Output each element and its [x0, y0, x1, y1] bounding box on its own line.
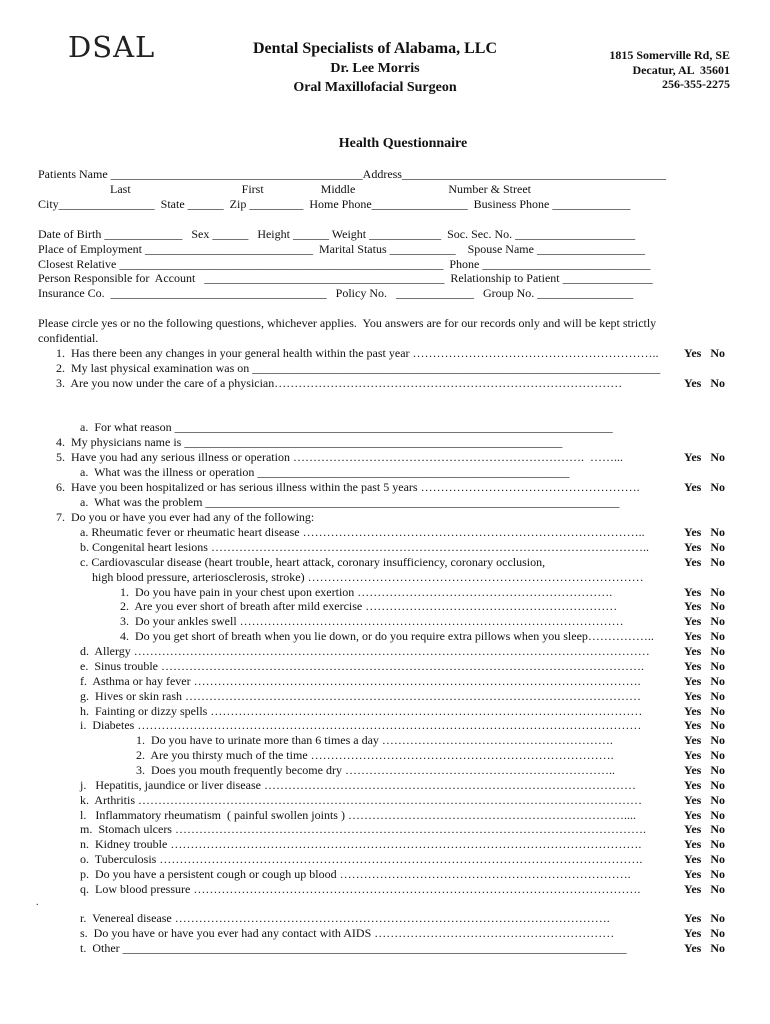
question-7c1: 1. Do you have pain in your chest upon exertion ……………………………………………………….	[120, 585, 613, 599]
yes-no-q7s[interactable]: Yes No	[684, 926, 725, 940]
yes-no-q7m[interactable]: Yes No	[684, 822, 725, 836]
question-7: 7. Do you or have you ever had any of the following:	[56, 510, 315, 524]
question-7g: g. Hives or skin rash ……………………………………………………………………………………………………	[80, 689, 641, 703]
yes-no-q7c4[interactable]: Yes No	[684, 629, 725, 643]
yes-no-q7e[interactable]: Yes No	[684, 659, 725, 673]
yes-no-q7c1[interactable]: Yes No	[684, 585, 725, 599]
question-7a: a. Rheumatic fever or rheumatic heart disease …………………………………………………………………………..	[80, 525, 645, 539]
practice-logo: DSAL	[68, 30, 156, 64]
yes-no-q7c2[interactable]: Yes No	[684, 599, 725, 613]
yes-no-q6[interactable]: Yes No	[684, 480, 725, 494]
question-7i: i. Diabetes ………………………………………………………………………………………………………………	[80, 718, 642, 732]
question-7s: s. Do you have or have you ever had any contact with AIDS ……………………………………………………	[80, 926, 615, 940]
yes-no-q7q[interactable]: Yes No	[684, 882, 725, 896]
question-7i1: 1. Do you have to urinate more than 6 times a day ………………………………………………….	[136, 733, 613, 747]
yes-no-q1[interactable]: Yes No	[684, 346, 725, 360]
form-title: Health Questionnaire	[338, 136, 468, 151]
yes-no-q5[interactable]: Yes No	[684, 450, 725, 464]
question-7i2: 2. Are you thirsty much of the time ………………………………………………………………….	[136, 748, 614, 762]
question-7r: r. Venereal disease ……………………………………………………………………………………………….	[80, 911, 610, 925]
yes-no-q7a[interactable]: Yes No	[684, 525, 725, 539]
yes-no-q7c[interactable]: Yes No	[684, 555, 725, 569]
yes-no-q7o[interactable]: Yes No	[684, 852, 725, 866]
question-2[interactable]: 2. My last physical examination was on ____________________________________________________________________	[56, 361, 661, 375]
address-street: 1815 Somerville Rd, SE	[609, 48, 730, 62]
question-7q: q. Low blood pressure ………………………………………………………………………………………………….	[80, 882, 641, 896]
yes-no-q7n[interactable]: Yes No	[684, 837, 725, 851]
yes-no-q7t[interactable]: Yes No	[684, 941, 725, 955]
question-7c3: 3. Do your ankles swell ……………………………………………………………………………………	[120, 614, 624, 628]
yes-no-q7p[interactable]: Yes No	[684, 867, 725, 881]
question-7n: n. Kidney trouble ……………………………………………………………………………………………………….	[80, 837, 642, 851]
question-7d: d. Allergy …………………………………………………………………………………………………………………	[80, 644, 650, 658]
question-7p: p. Do you have a persistent cough or cough up blood ……………………………………………………………….	[80, 867, 631, 881]
practice-name: Dental Specialists of Alabama, LLC	[252, 40, 497, 57]
yes-no-q3[interactable]: Yes No	[684, 376, 725, 390]
question-7o: o. Tuberculosis ………………………………………………………………………………………………………….	[80, 852, 643, 866]
yes-no-q7l[interactable]: Yes No	[684, 808, 725, 822]
yes-no-q7g[interactable]: Yes No	[684, 689, 725, 703]
question-7i3: 3. Does you mouth frequently become dry …………………………………………………………..	[136, 763, 615, 777]
stray-mark: .	[36, 897, 39, 908]
question-7f: f. Asthma or hay fever ………………………………………………………………………………………………….	[80, 674, 641, 688]
yes-no-q7i2[interactable]: Yes No	[684, 748, 725, 762]
question-7k: k. Arthritis ………………………………………………………………………………………………………………	[80, 793, 643, 807]
dob-physical-row[interactable]: Date of Birth _____________ Sex ______ Height ______ Weight ____________ Soc. Sec. No. ____________________	[38, 227, 636, 241]
question-5a[interactable]: a. What was the illness or operation ____________________________________________________	[80, 465, 570, 479]
question-7c4: 4. Do you get short of breath when you lie down, or do you require extra pillows when you sleep……………..	[120, 629, 654, 643]
question-5: 5. Have you had any serious illness or operation ………………………………………………………………. ……...	[56, 450, 623, 464]
yes-no-q7c3[interactable]: Yes No	[684, 614, 725, 628]
question-7b: b. Congenital heart lesions ………………………………………………………………………………………………..	[80, 540, 649, 554]
name-address-sublabels: Last First Middle Number & Street	[38, 182, 531, 196]
yes-no-q7k[interactable]: Yes No	[684, 793, 725, 807]
question-4[interactable]: 4. My physicians name is _______________________________________________________________	[56, 435, 563, 449]
instructions-line-1: Please circle yes or no the following questions, whichever applies. You answers are for our records only and will be kept strictly	[38, 316, 657, 330]
responsible-person-row[interactable]: Person Responsible for Account ________________________________________ Relationship to Patient _______________	[38, 271, 653, 285]
question-3a[interactable]: a. For what reason _________________________________________________________________________	[80, 420, 613, 434]
employment-marital-row[interactable]: Place of Employment ____________________________ Marital Status ___________ Spouse Name __________________	[38, 242, 645, 256]
question-3: 3. Are you now under the care of a physician……………………………………………………………………………	[56, 376, 623, 390]
yes-no-q7i3[interactable]: Yes No	[684, 763, 725, 777]
question-7t[interactable]: t. Other ____________________________________________________________________________________	[80, 941, 627, 955]
yes-no-q7r[interactable]: Yes No	[684, 911, 725, 925]
yes-no-q7h[interactable]: Yes No	[684, 704, 725, 718]
instructions-line-2: confidential.	[38, 331, 99, 345]
yes-no-q7i1[interactable]: Yes No	[684, 733, 725, 747]
yes-no-q7j[interactable]: Yes No	[684, 778, 725, 792]
doctor-name: Dr. Lee Morris	[330, 61, 420, 76]
practice-phone: 256-355-2275	[662, 77, 730, 91]
doctor-specialty: Oral Maxillofacial Surgeon	[293, 80, 457, 95]
question-6: 6. Have you been hospitalized or has serious illness within the past 5 years ……………………………………………….	[56, 480, 640, 494]
yes-no-q7d[interactable]: Yes No	[684, 644, 725, 658]
question-7j: j. Hepatitis, jaundice or liver disease …………………………………………………………………………………	[80, 778, 636, 792]
insurance-row[interactable]: Insurance Co. ____________________________________ Policy No. _____________ Group No. ________________	[38, 286, 634, 300]
patient-name-address-row[interactable]: Patients Name __________________________________________Address____________________________________________	[38, 167, 666, 181]
question-7h: h. Fainting or dizzy spells ………………………………………………………………………………………………	[80, 704, 643, 718]
question-1: 1. Has there been any changes in your general health within the past year ……………………………………………………..	[56, 346, 659, 360]
question-7c: c. Cardiovascular disease (heart trouble, heart attack, coronary insufficiency, coronary occlusion,	[80, 555, 546, 569]
question-7c-continued: high blood pressure, arteriosclerosis, stroke) …………………………………………………………………………	[92, 570, 644, 584]
yes-no-q7i[interactable]: Yes No	[684, 718, 725, 732]
address-city: Decatur, AL 35601	[632, 63, 730, 77]
closest-relative-row[interactable]: Closest Relative ______________________________________________________ Phone ____________________________	[38, 257, 651, 271]
question-6a[interactable]: a. What was the problem _____________________________________________________________________	[80, 495, 620, 509]
question-7m: m. Stomach ulcers ……………………………………………………………………………………………………….	[80, 822, 646, 836]
question-7c2: 2. Are you ever short of breath after mild exercise ………………………………………………………	[120, 599, 618, 613]
yes-no-q7f[interactable]: Yes No	[684, 674, 725, 688]
yes-no-q7b[interactable]: Yes No	[684, 540, 725, 554]
city-state-phone-row[interactable]: City________________ State ______ Zip _________ Home Phone________________ Business Phone _____________	[38, 197, 631, 211]
question-7l: l. Inflammatory rheumatism ( painful swollen joints ) ……………………………………………………………....	[80, 808, 636, 822]
question-7e: e. Sinus trouble ………………………………………………………………………………………………………….	[80, 659, 644, 673]
